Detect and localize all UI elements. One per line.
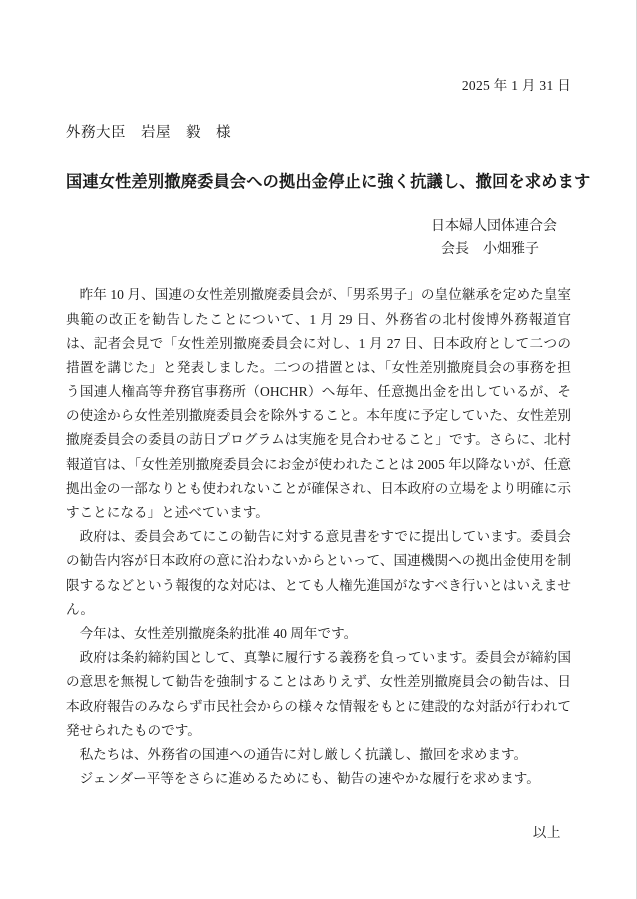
body-paragraph: ジェンダー平等をさらに進めるためにも、勧告の速やかな履行を求めます。 — [79, 771, 540, 787]
closing-mark: 以上 — [532, 825, 561, 841]
document-date: 2025 年 1 月 31 日 — [461, 78, 571, 93]
body-paragraph: 政府は、委員会あてにこの勧告に対する意見書をすでに提出しています。委員会の勧告内容が日本政府の意に沿わないからといって、国連機関への拠出金使用を制限するなどという報復的な対応は、とても人権先進国がなすべき行いとはいえません。 — [66, 529, 571, 617]
signature-block — [66, 216, 571, 261]
body-paragraph: 昨年 10 月、国連の女性差別撤廃委員会が、「男系男子」の皇位継承を定めた皇室典範の改正を勧告したことについて、1 月 29 日、外務省の北村俊博外務報道官は、記者会見で「女性差別撤廃委員会に対し、1 月 27 日、日本政府として二つの措置を講じた」と発表しました。二つの措置とは、「女性差別撤廃員会の事務を担う国連人権高等弁務官事務所（OHCHR）へ毎年、任意拠出金を出しているが、その使途から女性差別撤廃委員会を除外すること。本年度に予定していた、女性差別撤廃委員会の委員の訪日プログラムは実施を見合わせること」です。さらに、北村報道官は、「女性差別撤廃委員会にお金が使われたことは 2005 年以降ないが、任意拠出金の一部なりとも使われないことが確保され、日本政府の立場をより明確に示すことになる」と述べています。 — [66, 287, 571, 521]
document-body — [66, 283, 571, 791]
signatory-representative: 会長 小畑雅子 — [441, 241, 539, 257]
body-paragraph: 政府は条約締約国として、真摯に履行する義務を負っています。委員会が締約国の意思を無視して勧告を強制することはありえず、女性差別撤廃員会の勧告は、日本政府報告のみならず市民社会からの様々な情報をもとに建設的な対話が行われて発せられたものです。 — [66, 650, 571, 738]
document-title: 国連女性差別撤廃委員会への拠出金停止に強く抗議し、撤回を求めます — [66, 173, 591, 191]
signatory-organization: 日本婦人団体連合会 — [431, 219, 557, 234]
body-paragraph: 今年は、女性差別撤廃条約批准 40 周年です。 — [79, 625, 358, 641]
body-paragraph: 私たちは、外務省の国連への通告に対し厳しく抗議し、撤回を求めます。 — [79, 746, 528, 762]
addressee-line: 外務大臣 岩屋 毅 様 — [66, 125, 231, 141]
document-content — [66, 0, 591, 841]
